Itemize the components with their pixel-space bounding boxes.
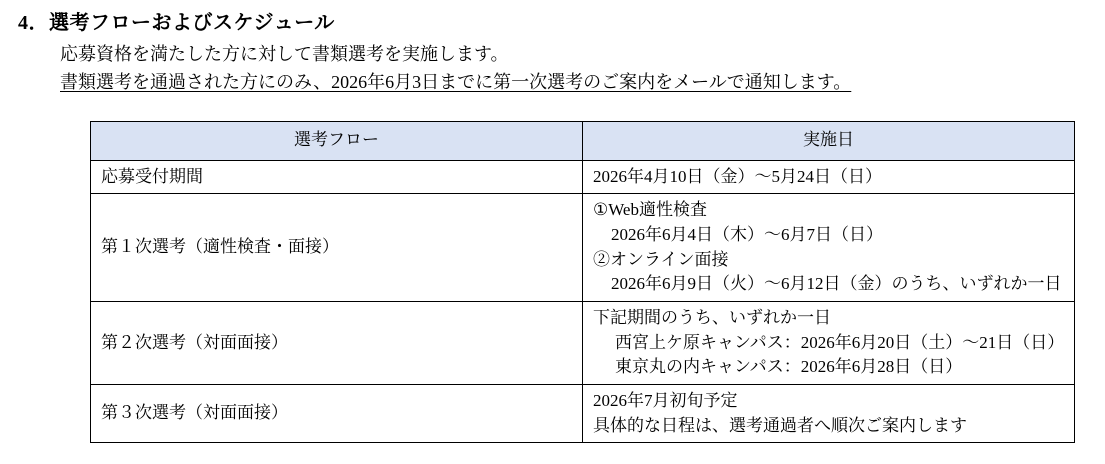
- date-line: ②オンライン面接: [593, 249, 729, 269]
- intro-line-1: 応募資格を満たした方に対して書類選考を実施します。: [60, 44, 509, 64]
- table-row: [91, 194, 1075, 302]
- cell-flow: 第１次選考（適性検査・面接）: [91, 194, 583, 302]
- date-line: 具体的な日程は、選考通過者へ順次ご案内します: [593, 415, 967, 435]
- table-row: [91, 384, 1075, 442]
- date-line: 2026年6月4日（木）～6月7日（日）: [611, 225, 883, 245]
- cell-flow: 応募受付期間: [91, 160, 583, 194]
- date-line: 2026年4月10日（金）～5月24日（日）: [593, 166, 882, 186]
- cell-flow: 第３次選考（対面面接）: [91, 384, 583, 442]
- date-line: 2026年7月初旬予定: [593, 390, 738, 410]
- date-line: 西宮上ケ原キャンパス：2026年6月20日（土）～21日（日）: [615, 332, 1065, 352]
- document-page: [0, 6, 1105, 464]
- date-line: 東京丸の内キャンパス：2026年6月28日（日）: [615, 357, 963, 377]
- schedule-table-wrapper: [90, 121, 1105, 443]
- table-body: [91, 160, 1075, 442]
- cell-date: [583, 194, 1075, 302]
- table-row: [91, 301, 1075, 384]
- column-header-flow: 選考フロー: [91, 121, 583, 160]
- table-header: [91, 121, 1075, 160]
- cell-date: [583, 301, 1075, 384]
- schedule-table: [90, 121, 1075, 443]
- date-line: 下記期間のうち、いずれか一日: [593, 307, 831, 327]
- cell-date: [583, 160, 1075, 194]
- date-line: 2026年6月9日（火）～6月12日（金）のうち、いずれか一日: [611, 274, 1062, 294]
- intro-paragraph: [60, 41, 1105, 97]
- cell-flow: 第２次選考（対面面接）: [91, 301, 583, 384]
- table-header-row: [91, 121, 1075, 160]
- table-row: [91, 160, 1075, 194]
- page-title: 4．選考フローおよびスケジュール: [18, 12, 335, 34]
- date-line: ①Web適性検査: [593, 200, 707, 220]
- column-header-date: 実施日: [583, 121, 1075, 160]
- cell-date: [583, 384, 1075, 442]
- intro-line-2: 書類選考を通過された方にのみ、2026年6月3日までに第一次選考のご案内をメールで通知します。: [60, 71, 852, 92]
